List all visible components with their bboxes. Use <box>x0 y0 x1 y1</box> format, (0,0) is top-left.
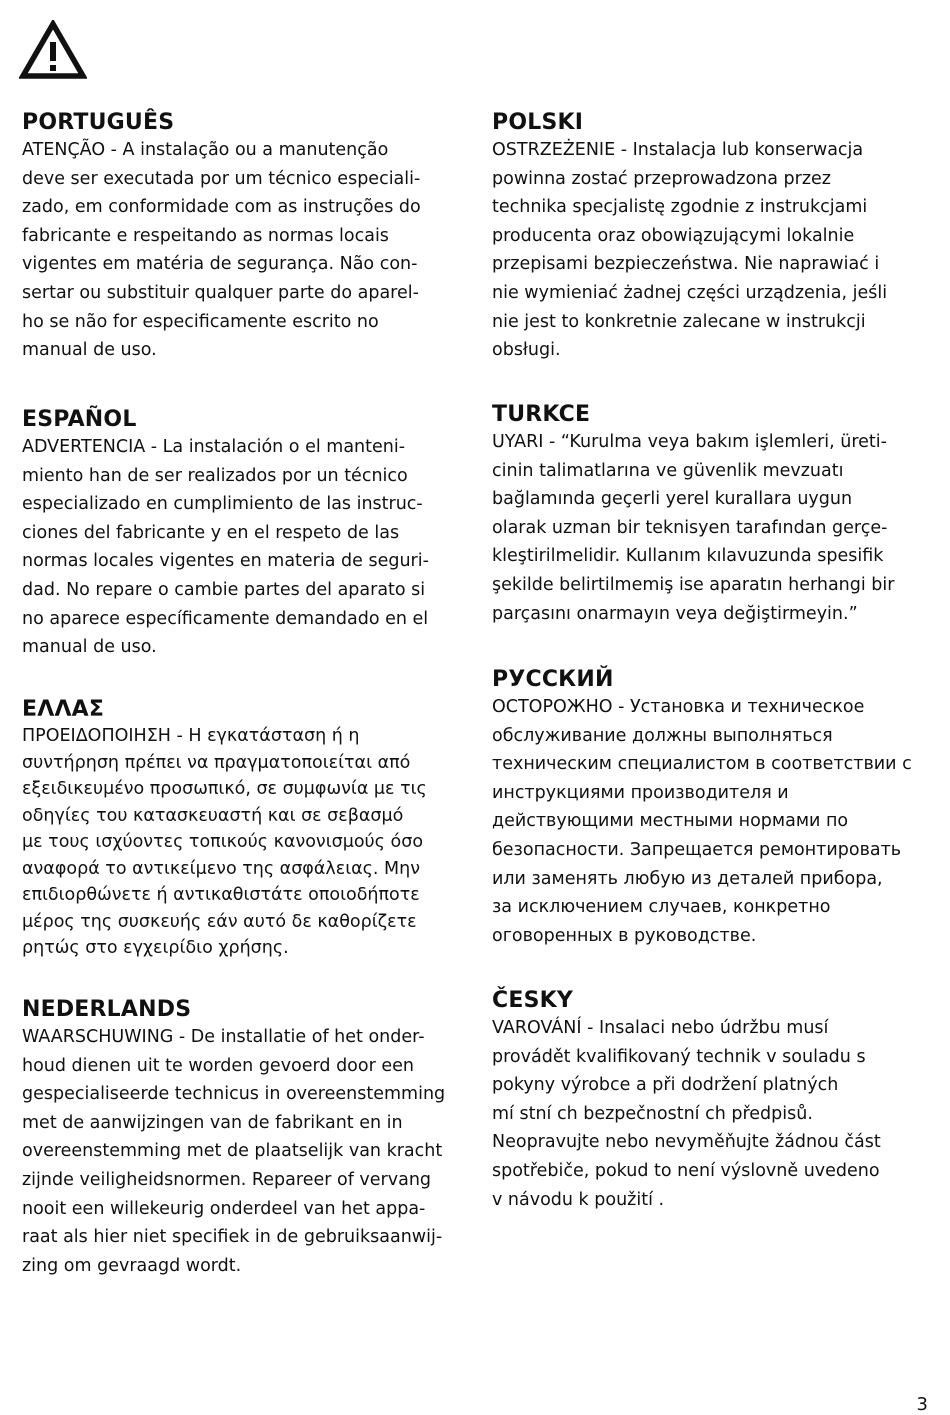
page-number: 3 <box>916 1394 928 1415</box>
section-heading: PORTUGUÊS <box>22 110 175 135</box>
body-line: raat als hier niet specifiek in de gebruiksaanwij- <box>22 1227 443 1248</box>
section-heading: РУССКИЙ <box>492 667 614 692</box>
body-line: parçasını onarmayın veya değiştirmeyin.” <box>492 603 858 624</box>
body-line: kleştirilmelidir. Kullanım kılavuzunda spesifik <box>492 546 884 567</box>
body-line: v návodu k použití . <box>492 1189 665 1210</box>
section-heading: TURKCE <box>492 402 591 427</box>
body-line: vigentes em matéria de segurança. Não con- <box>22 254 418 275</box>
body-line: fabricante e respeitando as normas locais <box>22 225 389 246</box>
body-line: οδηγίες του κατασκευαστή και σε σεβασμό <box>22 805 404 826</box>
body-line: producenta oraz obowiązującymi lokalnie <box>492 225 855 246</box>
body-line: με τους ισχύοντες τοπικούς κανονισμούς όσο <box>22 832 424 852</box>
body-line: ADVERTENCIA - La instalación o el manteni- <box>22 437 406 457</box>
body-line: действующими местными нормами по <box>492 811 849 832</box>
body-line: zado, em conformidade com as instruções do <box>22 197 421 218</box>
body-line: nooit een willekeurig onderdeel van het appa- <box>22 1198 426 1219</box>
body-line: ρητώς στο εγχειρίδιο χρήσης. <box>22 938 289 958</box>
body-line: VAROVÁNÍ - Insalaci nebo údržbu musí <box>492 1018 829 1038</box>
body-line: ATENÇÃO - A instalação ou a manutenção <box>22 140 389 160</box>
body-line: manual de uso. <box>22 340 157 361</box>
section-espanol <box>22 407 462 697</box>
body-line: pokyny výrobce a při dodržení platných <box>492 1075 839 1096</box>
section-heading: ΕΛΛΑΣ <box>22 697 105 722</box>
body-line: безопасности. Запрещается ремонтировать <box>492 839 902 860</box>
body-line: normas locales vigentes en materia de seguri- <box>22 551 429 572</box>
section-heading: NEDERLANDS <box>22 997 192 1022</box>
body-line: nie wymieniać żadnej części urządzenia, jeśli <box>492 282 888 303</box>
section-heading: POLSKI <box>492 110 584 135</box>
right-column <box>492 110 932 1214</box>
body-line: WAARSCHUWING - De installatie of het onder- <box>22 1027 425 1047</box>
body-line: μέρος της συσκευής εάν αυτό δε καθορίζετε <box>22 911 417 932</box>
body-line: или заменять любую из деталей прибора, <box>492 868 883 889</box>
body-line: Neopravujte nebo nevyměňujte žádnou část <box>492 1132 881 1153</box>
section-body <box>492 428 932 628</box>
body-line: cinin talimatlarına ve güvenlik mevzuatı <box>492 460 844 481</box>
section-turkce <box>492 402 932 667</box>
body-line: manual de uso. <box>22 637 157 658</box>
section-portugues <box>22 110 462 407</box>
body-line: техническим специалистом в соответствии с <box>492 754 912 775</box>
section-russkiy <box>492 667 932 988</box>
body-line: за исключением случаев, конкретно <box>492 897 831 918</box>
section-body <box>22 723 462 962</box>
body-line: zijnde veiligheidsnormen. Repareer of vervang <box>22 1169 432 1190</box>
body-line: zing om gevraagd wordt. <box>22 1255 242 1276</box>
body-line: εξειδικευμένο προσωπικό, σε συμφωνία με τις <box>22 779 427 799</box>
left-column <box>22 110 462 1280</box>
body-line: şekilde belirtilmemiş ise aparatın herhangi bir <box>492 574 895 595</box>
body-line: sertar ou substituir qualquer parte do aparel- <box>22 282 419 303</box>
body-line: αναφορά το αντικείμενο της ασφάλειας. Μην <box>22 858 421 879</box>
body-line: nie jest to konkretnie zalecane w instrukcji <box>492 311 866 332</box>
body-line: ciones del fabricante y en el respeto de las <box>22 522 400 543</box>
body-line: overeenstemming met de plaatselijk van kracht <box>22 1141 443 1162</box>
body-line: powinna zostać przeprowadzona przez <box>492 168 831 189</box>
section-body <box>22 1023 462 1280</box>
body-line: ОСТОРОЖНО - Установка и техническое <box>492 697 865 717</box>
body-line: инструкциями производителя и <box>492 782 789 803</box>
body-line: обслуживание должны выполняться <box>492 725 833 746</box>
body-line: mí stní ch bezpečnostní ch předpisů. <box>492 1103 813 1124</box>
body-line: obsługi. <box>492 340 561 361</box>
section-body <box>492 136 932 365</box>
body-line: met de aanwijzingen van de fabrikant en in <box>22 1112 403 1133</box>
body-line: bağlamında geçerli yerel kurallara uygun <box>492 489 853 510</box>
body-line: оговоренных в руководстве. <box>492 925 757 946</box>
body-line: UYARI - “Kurulma veya bakım işlemleri, üreti- <box>492 432 887 452</box>
section-body <box>22 433 462 662</box>
body-line: technika specjalistę zgodnie z instrukcjami <box>492 197 868 218</box>
body-line: provádět kvalifikovaný technik v souladu s <box>492 1046 866 1067</box>
body-line: dad. No repare o cambie partes del aparato si <box>22 579 426 600</box>
body-line: συντήρηση πρέπει να πραγματοποιείται από <box>22 752 411 773</box>
section-polski <box>492 110 932 402</box>
warning-triangle-icon <box>19 20 87 80</box>
body-line: olarak uzman bir teknisyen tarafından gerçe- <box>492 517 888 538</box>
body-line: no aparece específicamente demandado en el <box>22 608 429 629</box>
body-line: spotřebiče, pokud to není výslovně uvedeno <box>492 1160 880 1181</box>
section-body <box>492 693 932 950</box>
body-line: ΠΡΟΕΙΔΟΠΟΙΗΣΗ - Η εγκατάσταση ή η <box>22 726 360 746</box>
body-line: especializado en cumplimiento de las instruc- <box>22 494 423 515</box>
body-line: επιδιορθώνετε ή αντικαθιστάτε οποιοδήποτε <box>22 885 420 905</box>
body-line: OSTRZEŻENIE - Instalacja lub konserwacja <box>492 140 864 160</box>
section-ellas <box>22 697 462 997</box>
body-line: ho se não for especificamente escrito no <box>22 311 379 332</box>
section-nederlands <box>22 997 462 1280</box>
body-line: deve ser executada por um técnico especiali- <box>22 168 421 189</box>
section-cesky <box>492 988 932 1214</box>
body-line: przepisami bezpieczeństwa. Nie naprawiać i <box>492 254 880 275</box>
section-body <box>492 1014 932 1214</box>
body-line: gespecialiseerde technicus in overeenstemming <box>22 1084 446 1105</box>
body-line: houd dienen uit te worden gevoerd door een <box>22 1055 414 1076</box>
section-heading: ESPAÑOL <box>22 407 137 432</box>
section-body <box>22 136 462 365</box>
section-heading: ČESKY <box>492 988 573 1013</box>
body-line: miento han de ser realizados por un técnico <box>22 465 408 486</box>
